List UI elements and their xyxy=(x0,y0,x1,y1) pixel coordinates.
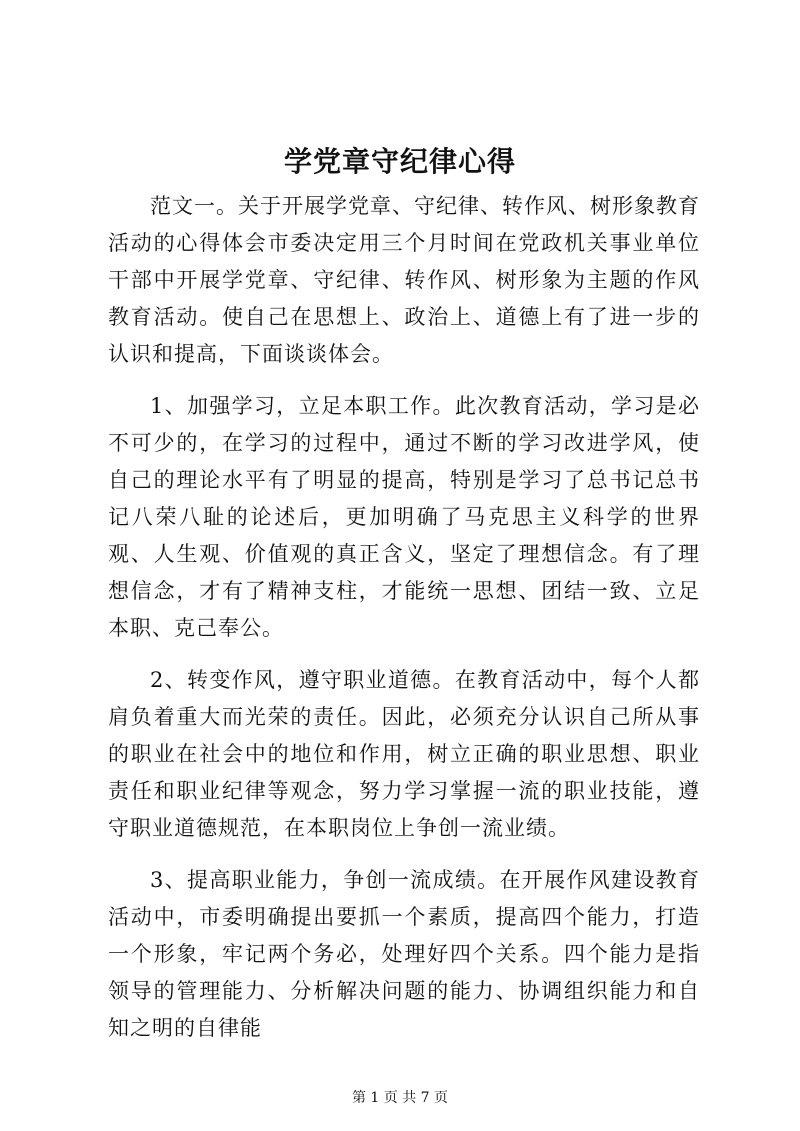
document-title: 学党章守纪律心得 xyxy=(283,145,516,178)
page-footer: 第 1 页 共 7 页 xyxy=(351,1090,449,1106)
paragraph-point-2: 2、转变作风，遵守职业道德。在教育活动中，每个人都肩负着重大而光荣的责任。因此，必须充分认识自己所从事的职业在社会中的地位和作用，树立正确的职业思想、职业责任和职业纪律等观念，努力学习掌握一流的职业技能，遵守职业道德规范，在本职岗位上争创一流业绩。 xyxy=(108,668,700,840)
paragraph-point-3: 3、提高职业能力，争创一流成绩。在开展作风建设教育活动中，市委明确提出要抓一个素质，提高四个能力，打造一个形象，牢记两个务必，处理好四个关系。四个能力是指领导的管理能力、分析解决问题的能力、协调组织能力和自知之明的自律能 xyxy=(108,868,700,1040)
document-body xyxy=(108,188,700,1062)
paragraph-intro: 范文一。关于开展学党章、守纪律、转作风、树形象教育活动的心得体会市委决定用三个月时间在党政机关事业单位干部中开展学党章、守纪律、转作风、树形象为主题的作风教育活动。使自己在思想上、政治上、道德上有了进一步的认识和提高，下面谈谈体会。 xyxy=(108,194,700,366)
paragraph-point-1: 1、加强学习，立足本职工作。此次教育活动，学习是必不可少的，在学习的过程中，通过不断的学习改进学风，使自己的理论水平有了明显的提高，特别是学习了总书记总书记八荣八耻的论述后，更加明确了马克思主义科学的世界观、人生观、价值观的真正含义，坚定了理想信念。有了理想信念，才有了精神支柱，才能统一思想、团结一致、立足本职、克己奉公。 xyxy=(108,394,700,640)
